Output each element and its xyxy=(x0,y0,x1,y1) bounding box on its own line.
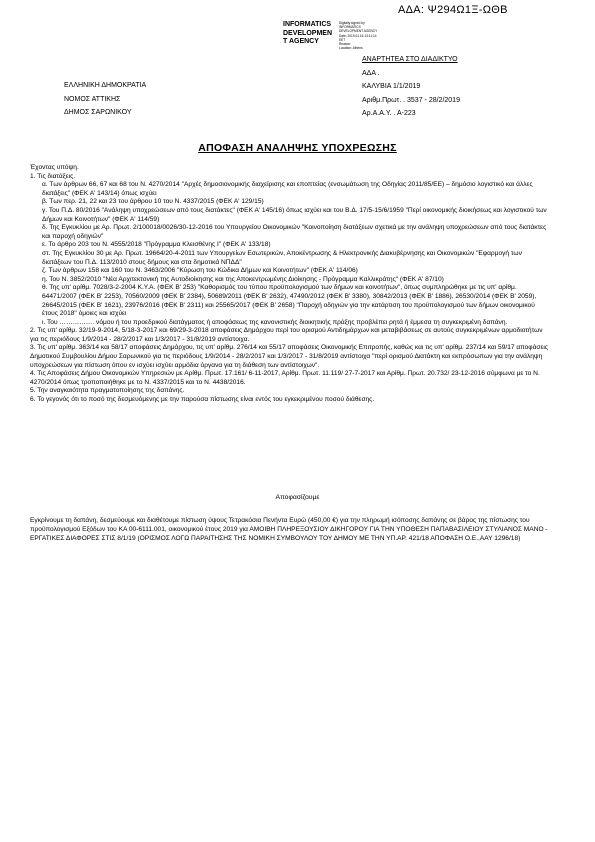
signature-details: Digitally signed by INFORMATICS DEVELOPMENT AGENCY Date: 2019.01.16 13:11:14 EET Reason: Location: Athens xyxy=(339,21,378,51)
ada-code: ΑΔΑ: Ψ294Ω1Ξ-ΩΘΒ xyxy=(398,4,508,16)
paragraph: ε. Το άρθρο 203 του Ν. 4555/2018 "Πρόγραμμα Κλεισθένης Ι" (ΦΕΚ Α' 133/18) xyxy=(42,241,271,249)
paragraph: β. Των περ. 21, 22 και 23 του άρθρου 10 του Ν. 4337/2015 (ΦΕΚ Α' 129/15) xyxy=(42,198,264,206)
meta-line: ΑΔΑ . xyxy=(362,69,380,77)
document-title: ΑΠΟΦΑΣΗ ΑΝΑΛΗΨΗΣ ΥΠΟΧΡΕΩΣΗΣ xyxy=(198,142,397,154)
paragraph: Έχοντας υπόψη. xyxy=(30,164,79,171)
paragraph: η. Του Ν. 3852/2010 "Νέα Αρχιτεκτονική της Αυτοδιοίκησης και της Αποκεντρωμένης Διοίκησης - Πρόγραμμα Καλλικράτης" (ΦΕΚ Α' 87/10) xyxy=(42,275,444,283)
paragraph: 3. Τις υπ' αρίθμ. 363/14 και 58/17 αποφάσεις Δημάρχου, τις υπ' αρίθμ. 276/14 και 55/17 αποφάσεις Οικονομικής Επιτροπής, καθώς και τις υπ' αρίθμ. 237/14 και 59/17 αποφάσεις Δημοτικού Συμβουλίου Δήμου Σαρωνικού για τις περιόδους 1/9/2014 - 28/2/2017 και 1/3/2017 - 31/8/2019 αντίστοιχα "περί ορισμού Διατάκτη και εκπρόσωπων για την ανάληψη υποχρεώσεων για πίστωση όπου εν ισχύει ισχύει αρμόδια όργανα για τη διάθεση των αντίστοιχων". xyxy=(30,344,549,369)
paragraph: 6. Το γεγονός ότι το ποσό της δεσμευόμενης με την παρούσα πίστωσης είναι εντός του εγκεκριμένου ποσού διάθεσης. xyxy=(30,396,375,404)
agency-logo-text: INFORMATICS DEVELOPMEN T AGENCY xyxy=(283,21,333,45)
considerations xyxy=(30,164,550,405)
paragraph: θ. Της υπ' αρίθμ. 7028/3-2-2004 Κ.Υ.Α. (ΦΕΚ Β' 253) "Καθορισμός του τύπου προϋπολογισμού των δήμων και κοινοτήτων", όπως συμπληρώθηκε με τις υπ' αρίθμ. 64471/2007 (ΦΕΚ Β' 2253), 70560/2009 (ΦΕΚ Β' 2384), 50689/2011 (ΦΕΚ Β' 2632), 47490/2012 (ΦΕΚ Β' 3380), 30842/2013 (ΦΕΚ Β' 1886), 26530/2014 (ΦΕΚ Β' 2059), 26645/2015 (ΦΕΚ Β' 1621), 23976/2016 (ΦΕΚ Β' 2311) και 25565/2017 (ΦΕΚ Β' 2658) "Παροχή οδηγιών για την κατάρτιση του προϋπολογισμού των δήμων οικονομικού έτους 2018" όμοιες και ισχύει xyxy=(42,284,537,318)
meta-line: Αρ.Α.Α.Υ. . Α-223 xyxy=(362,110,416,117)
posting-notice: ΑΝΑΡΤΗΤΕΑ ΣΤΟ ΔΙΑΔΙΚΤΥΟ xyxy=(362,56,458,63)
paragraph: γ. Του Π.Δ. 80/2016 "Ανάληψη υποχρεώσεων από τους διατάκτες" (ΦΕΚ Α' 145/16) όπως ισχύει και του Β.Δ. 17/5-15/6/1959 "Περί οικονομικής διοικήσεως και λογιστικού των Δήμων και Κοινοτήτων" (ΦΕΚ Α' 114/59) xyxy=(42,206,547,223)
issuer-block xyxy=(64,79,146,120)
issuer-line: ΝΟΜΟΣ ΑΤΤΙΚΗΣ xyxy=(64,95,121,103)
decision-text: Εγκρίνουμε τη δαπάνη, δεσμεύουμε και διαθέτουμε πίστωση ύψους Τετρακόσια Πενήντα Ευρώ (450,00 €) για την πληρωμή ισόποσης δαπάνης σε βάρος της πίστωσης του προϋπολογισμού Εξόδων του ΚΑ 00-6111.001, οικονομικού έτους 2019 για ΑΜΟΙΒΗ ΠΛΗΡΕΞΟΥΣΙΟΥ ΔΙΚΗΓΟΡΟΥ ΓΙΑ ΤΗΝ ΥΠΟΘΕΣΗ ΠΑΠΑΒΑΣΙΛΕΙΟΥ ΣΤΥΛΙΑΝΟΣ ΜΑΝΟ - ΕΡΓΑΤΙΚΕΣ ΔΙΑΦΟΡΕΣ ΣΤΙΣ 8/1/19 (ΟΡΙΣΜΟΣ ΛΟΓΩ ΠΑΡΑΙΤΗΣΗΣ ΤΗΣ ΝΟΜΙΚΗ ΣΥΜΒΟΥΛΟΥ ΤΟΥ ΔΗΜΟΥ ΜΕ ΤΗΝ ΥΠ.ΑΡ. 421/18 ΑΠΟΦΑΣΗ Ο.Ε.,ΑΑΥ 1296/18) xyxy=(30,517,548,542)
paragraph: 1. Τις διατάξεις. xyxy=(30,172,76,180)
issuer-line: ΕΛΛΗΝΙΚΗ ΔΗΜΟΚΡΑΤΙΑ xyxy=(64,82,147,89)
paragraph: στ. Της Εγκυκλίου 30 με Αρ. Πρωτ. 19664/20-4-2011 των Υπουργείων Εσωτερικών, Αποκέντρωσης & Ηλεκτρονικής Διακυβέρνησης και Οικονομικών "Εφαρμογή των διατάξεων του Π.Δ. 113/2010 στους δήμους και στα δημοτικά ΝΠΔΔ" xyxy=(42,249,522,266)
meta-line: Αριθμ.Πρωτ. . 3537 - 28/2/2019 xyxy=(362,96,460,104)
decision-heading: Αποφασίζουμε xyxy=(275,494,320,501)
paragraph: ι. Του ……………. νόμου ή του προεδρικού διατάγματος ή αποφάσεως της κανονιστικής διοικητικής πράξης προβλέπει ρητά ή έμμεσα τη συγκεκριμένη δαπάνη. xyxy=(42,318,508,326)
paragraph: 4. Τις Αποφάσεις Δήμου Οικονομικών Υπηρεσιών με Αρίθμ. Πρωτ. 17.161/ 6-11-2017, Αρίθμ. Πρωτ. 11.119/ 27-7-2017 και Αρίθμ. Πρωτ. 20.732/ 23-12-2016 σύμφωνα με το Ν. 4270/2014 όπως τροποποιήθηκε με το Ν. 4337/2015 και το Ν. 4438/2016. xyxy=(30,370,540,386)
paragraph: 2. Τις υπ' αρίθμ. 32/19-9-2014, 5/18-3-2017 και 69/29-3-2018 αποφάσεις Δημάρχου περί του ορισμού Αντιδημάρχων και μεταβιβάσεως σε αυτούς συγκεκριμένων αρμοδιοτήτων για τις περιόδους 1/9/2014 - 28/2/2017 και 1/3/2017 - 31/8/2019 αντίστοιχα. xyxy=(30,327,543,343)
paragraph: δ. Της Εγκυκλίου με Αρ. Πρωτ. 2/100018/0026/30-12-2016 του Υπουργείου Οικονομικών "Κοινοποίηση διατάξεων σχετικά με την ανάληψη υποχρεώσεων από τους διατάκτες και παροχή οδηγιών" xyxy=(42,224,547,240)
document-meta xyxy=(362,53,460,121)
paragraph: 5. Την αναγκαιότητα πραγματοποίησης της δαπάνης. xyxy=(30,387,185,395)
paragraph: ζ. Των άρθρων 158 και 160 του Ν. 3463/2006 "Κύρωση του Κώδικα Δήμων και Κοινοτήτων" (ΦΕΚ Α' 114/06) xyxy=(42,267,358,275)
issuer-line: ΔΗΜΟΣ ΣΑΡΩΝΙΚΟΥ xyxy=(64,109,132,116)
paragraph: α. Των άρθρων 66, 67 και 68 του Ν. 4270/2014 "Αρχές δημοσιονομικής διαχείρισης και εποπτείας (ενσωμάτωση της Οδηγίας 2011/85/ΕΕ) – δημόσιο λογιστικό και άλλες διατάξεις" (ΦΕΚ Α' 143/14) όπως ισχύει xyxy=(42,181,533,197)
meta-line: ΚΑΛΥΒΙΑ 1/1/2019 xyxy=(362,83,421,90)
